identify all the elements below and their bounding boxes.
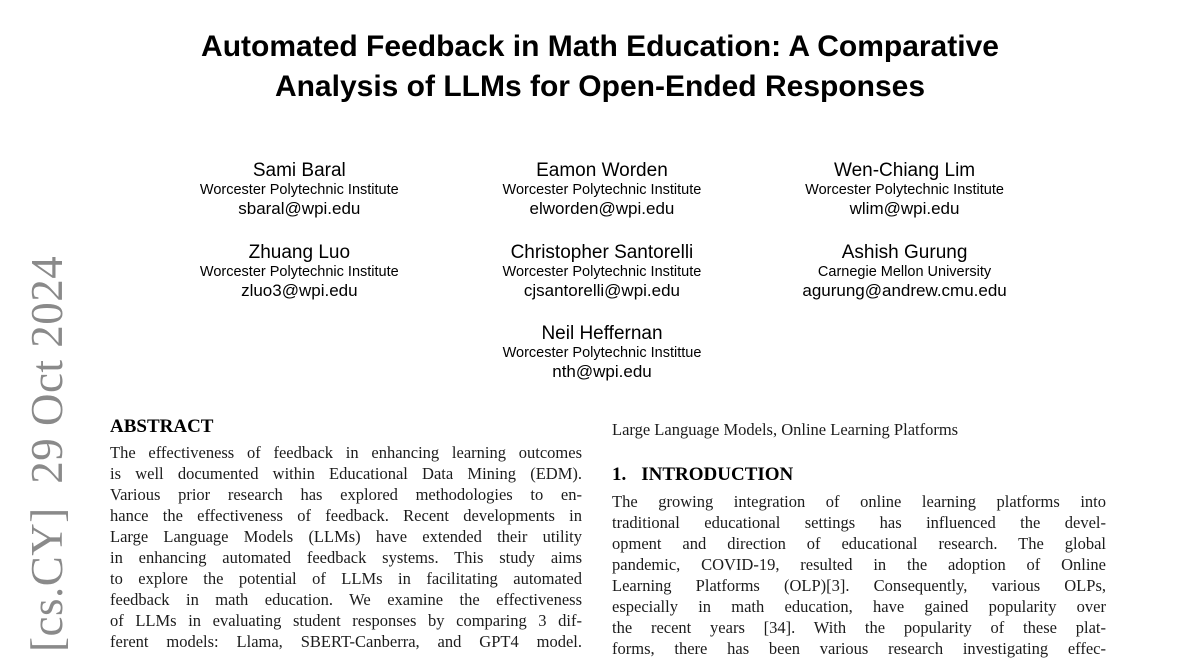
introduction-line: Learning Platforms (OLP)[3]. Consequently, various OLPs, (612, 576, 1106, 595)
author-affiliation: Carnegie Mellon University (817, 264, 992, 280)
section-number: 1. (612, 464, 627, 485)
author-name: Ashish Gurung (841, 242, 968, 263)
abstract-line: hance the effectiveness of feedback. Recent developments in (110, 506, 582, 525)
introduction-line: pandemic, COVID-19, resulted in the adoption of Online (612, 555, 1106, 574)
introduction-line: forms, there has been various research investigating effec- (612, 639, 1106, 658)
introduction-line: especially in math education, have gained popularity over (612, 597, 1106, 616)
author-block (451, 160, 754, 219)
paper-title-line2: Analysis of LLMs for Open-Ended Responses (274, 70, 926, 103)
author-affiliation: Worcester Polytechnic Instittue (502, 345, 702, 361)
paper-title (0, 27, 1200, 107)
author-affiliation: Worcester Polytechnic Institute (199, 264, 399, 280)
author-email: agurung@andrew.cmu.edu (802, 281, 1007, 300)
section-title: INTRODUCTION (641, 464, 794, 485)
author-email: sbaral@wpi.edu (238, 199, 361, 218)
author-block (148, 242, 451, 301)
author-name: Eamon Worden (536, 160, 668, 181)
author-email: cjsantorelli@wpi.edu (523, 281, 681, 300)
right-column (612, 419, 1106, 659)
author-affiliation: Worcester Polytechnic Institute (502, 182, 702, 198)
abstract-heading: ABSTRACT (110, 416, 214, 437)
author-affiliation: Worcester Polytechnic Institute (805, 182, 1004, 198)
author-block (148, 160, 451, 219)
introduction-line: traditional educational settings has influenced the devel- (612, 513, 1106, 532)
author-affiliation: Worcester Polytechnic Institute (199, 182, 399, 198)
paper-title-line1: Automated Feedback in Math Education: A Comparative (201, 30, 999, 63)
author-name: Wen-Chiang Lim (833, 160, 976, 181)
introduction-line: The growing integration of online learning platforms into (612, 492, 1106, 511)
left-column (110, 415, 582, 652)
introduction-line: the recent years [34]. With the popularity of these plat- (612, 618, 1106, 637)
author-email: nth@wpi.edu (552, 362, 652, 381)
author-email: wlim@wpi.edu (849, 199, 960, 218)
introduction-line: opment and direction of educational research. The global (612, 534, 1106, 553)
abstract-line: to explore the potential of LLMs in facilitating automated (110, 569, 582, 588)
author-block (451, 323, 754, 382)
abstract-line: The effectiveness of feedback in enhancing learning outcomes (110, 443, 582, 462)
author-name: Christopher Santorelli (510, 242, 694, 263)
author-name: Neil Heffernan (541, 323, 663, 344)
author-name: Sami Baral (252, 160, 346, 181)
arxiv-watermark: [cs.CY] 29 Oct 2024 (22, 255, 72, 652)
introduction-heading (612, 463, 1106, 486)
author-name: Zhuang Luo (248, 242, 351, 263)
author-email: zluo3@wpi.edu (241, 281, 358, 300)
author-affiliation: Worcester Polytechnic Institute (502, 264, 702, 280)
author-block (451, 242, 754, 301)
author-block (753, 242, 1056, 301)
authors-row3 (148, 323, 1056, 405)
author-email: elworden@wpi.edu (529, 199, 675, 218)
abstract-line: in enhancing automated feedback systems. This study aims (110, 548, 582, 567)
authors-grid (148, 160, 1056, 324)
abstract-line: ferent models: Llama, SBERT-Canberra, and GPT4 model. (110, 632, 582, 651)
author-block (753, 160, 1056, 219)
keywords-line: Large Language Models, Online Learning Platforms (612, 420, 959, 439)
abstract-line: Various prior research has explored methodologies to en- (110, 485, 582, 504)
abstract-line: feedback in math education. We examine the effectiveness (110, 590, 582, 609)
abstract-line: is well documented within Educational Data Mining (EDM). (110, 464, 582, 483)
abstract-line: Large Language Models (LLMs) have extended their utility (110, 527, 582, 546)
abstract-line: of LLMs in evaluating student responses by comparing 3 dif- (110, 611, 582, 630)
